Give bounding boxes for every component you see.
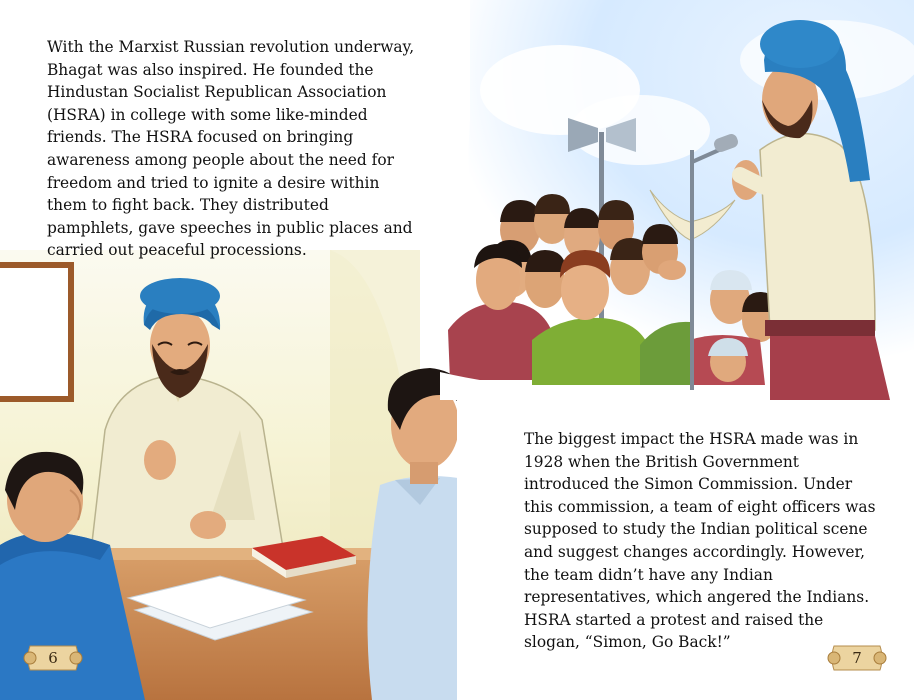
page-number-6 [28, 644, 78, 672]
whiteboard [0, 262, 74, 402]
page-number-7 [832, 644, 882, 672]
left-page-paragraph: With the Marxist Russian revolution underway, Bhagat was also inspired. He founded the Hindustan Socialist Republican Association (HSRA) in college with some like-minded friends. The HSRA focused on bringing awareness among people about the need for freedom and tried to ignite a desire within them to fight back. They distributed pamphlets, gave speeches in public places and carried out peaceful processions. [47, 38, 415, 260]
page-number-7-text: 7 [852, 649, 862, 667]
right-page-paragraph: The biggest impact the HSRA made was in 1928 when the British Government introduced the Simon Commission. Under this commission, a team of eight officers was supposed to study the Indian political scene and suggest changes accordingly. However, the team didn’t have any Indian representatives, which angered the Indians. HSRA started a protest and raised the slogan, “Simon, Go Back!” [524, 430, 876, 652]
page-number-6-text: 6 [48, 649, 58, 667]
